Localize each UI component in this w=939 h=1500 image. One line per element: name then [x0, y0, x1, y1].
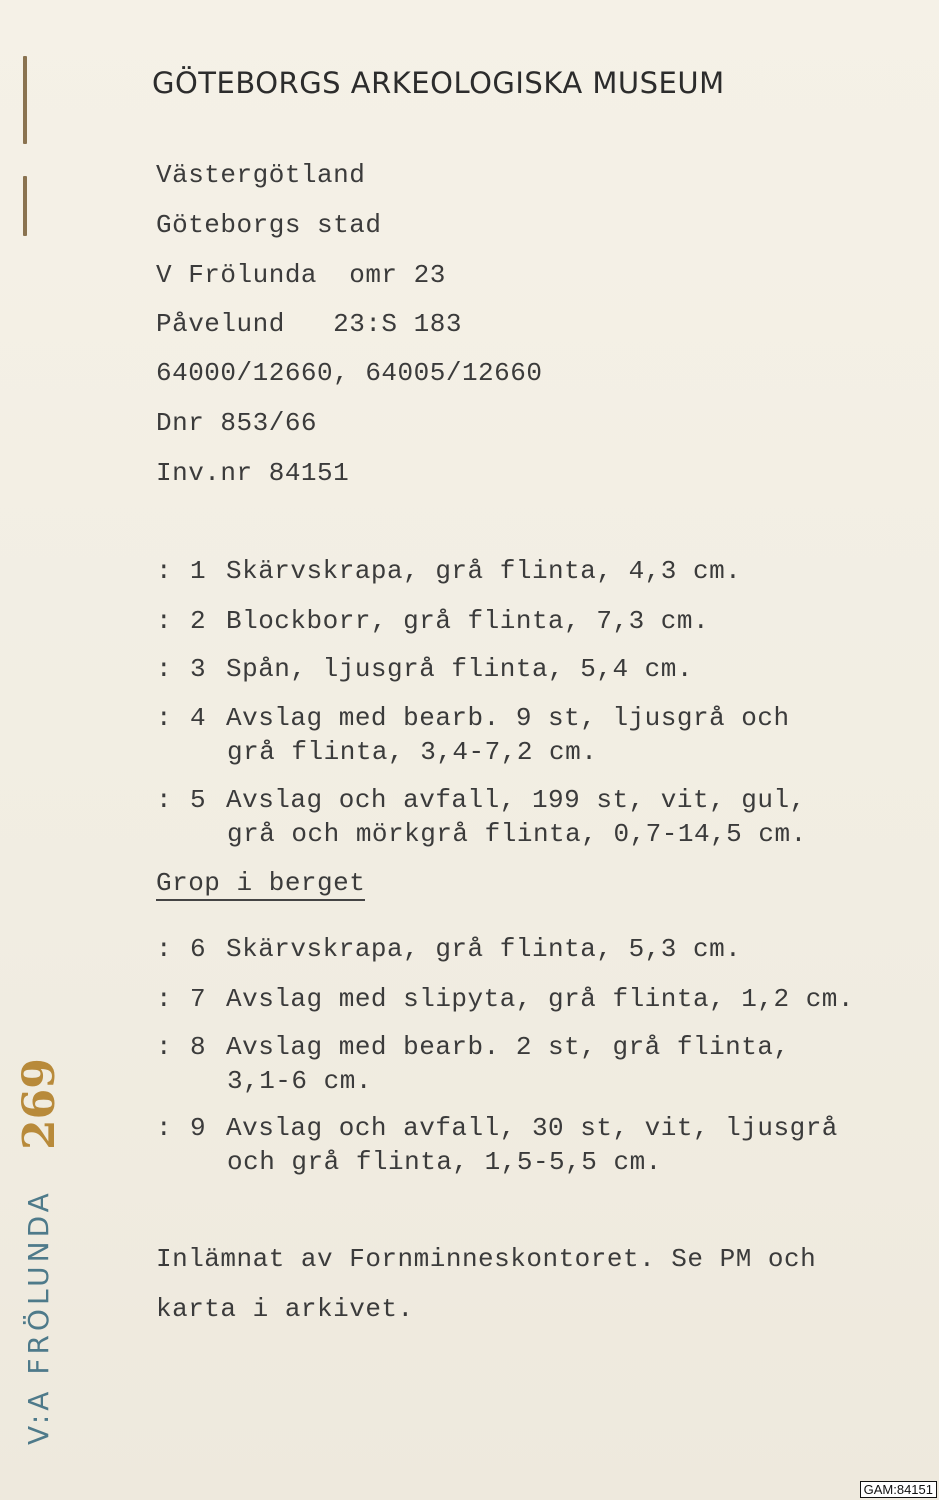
side-location-label: V:A FRÖLUNDA	[22, 1189, 55, 1445]
list-item: : 1 Skärvskrapa, grå flinta, 4,3 cm.	[156, 556, 742, 586]
museum-header: GÖTEBORGS ARKEOLOGISKA MUSEUM	[152, 66, 725, 100]
footer-note: karta i arkivet.	[156, 1294, 414, 1324]
list-item: : 9 Avslag och avfall, 30 st, vit, ljusgrå och grå flinta, 1,5-5,5 cm.	[156, 1113, 838, 1177]
site-line: Påvelund 23:S 183	[156, 309, 462, 339]
dnr-line: Dnr 853/66	[156, 408, 318, 438]
catalog-stamp: GAM:84151	[860, 1481, 937, 1498]
edge-mark	[23, 176, 27, 236]
footer-note: Inlämnat av Fornminneskontoret. Se PM och	[156, 1244, 817, 1274]
area-line: V Frölunda omr 23	[156, 260, 446, 290]
inventory-number: Inv.nr 84151	[156, 458, 350, 488]
list-item: : 6 Skärvskrapa, grå flinta, 5,3 cm.	[156, 934, 742, 964]
coordinates-line: 64000/12660, 64005/12660	[156, 358, 543, 388]
section-heading: Grop i berget	[156, 868, 365, 901]
list-item: : 5 Avslag och avfall, 199 st, vit, gul, grå och mörkgrå flinta, 0,7-14,5 cm.	[156, 785, 807, 849]
list-item: : 8 Avslag med bearb. 2 st, grå flinta, 3,1-6 cm.	[156, 1032, 790, 1096]
list-item: : 3 Spån, ljusgrå flinta, 5,4 cm.	[156, 654, 693, 684]
list-item: : 4 Avslag med bearb. 9 st, ljusgrå och grå flinta, 3,4-7,2 cm.	[156, 703, 790, 767]
handwritten-number: 269	[14, 1058, 65, 1150]
list-item: : 7 Avslag med slipyta, grå flinta, 1,2 cm.	[156, 984, 854, 1014]
list-item: : 2 Blockborr, grå flinta, 7,3 cm.	[156, 606, 710, 636]
edge-mark	[23, 56, 27, 144]
province-line: Västergötland	[156, 160, 366, 190]
parish-line: Göteborgs stad	[156, 210, 382, 240]
